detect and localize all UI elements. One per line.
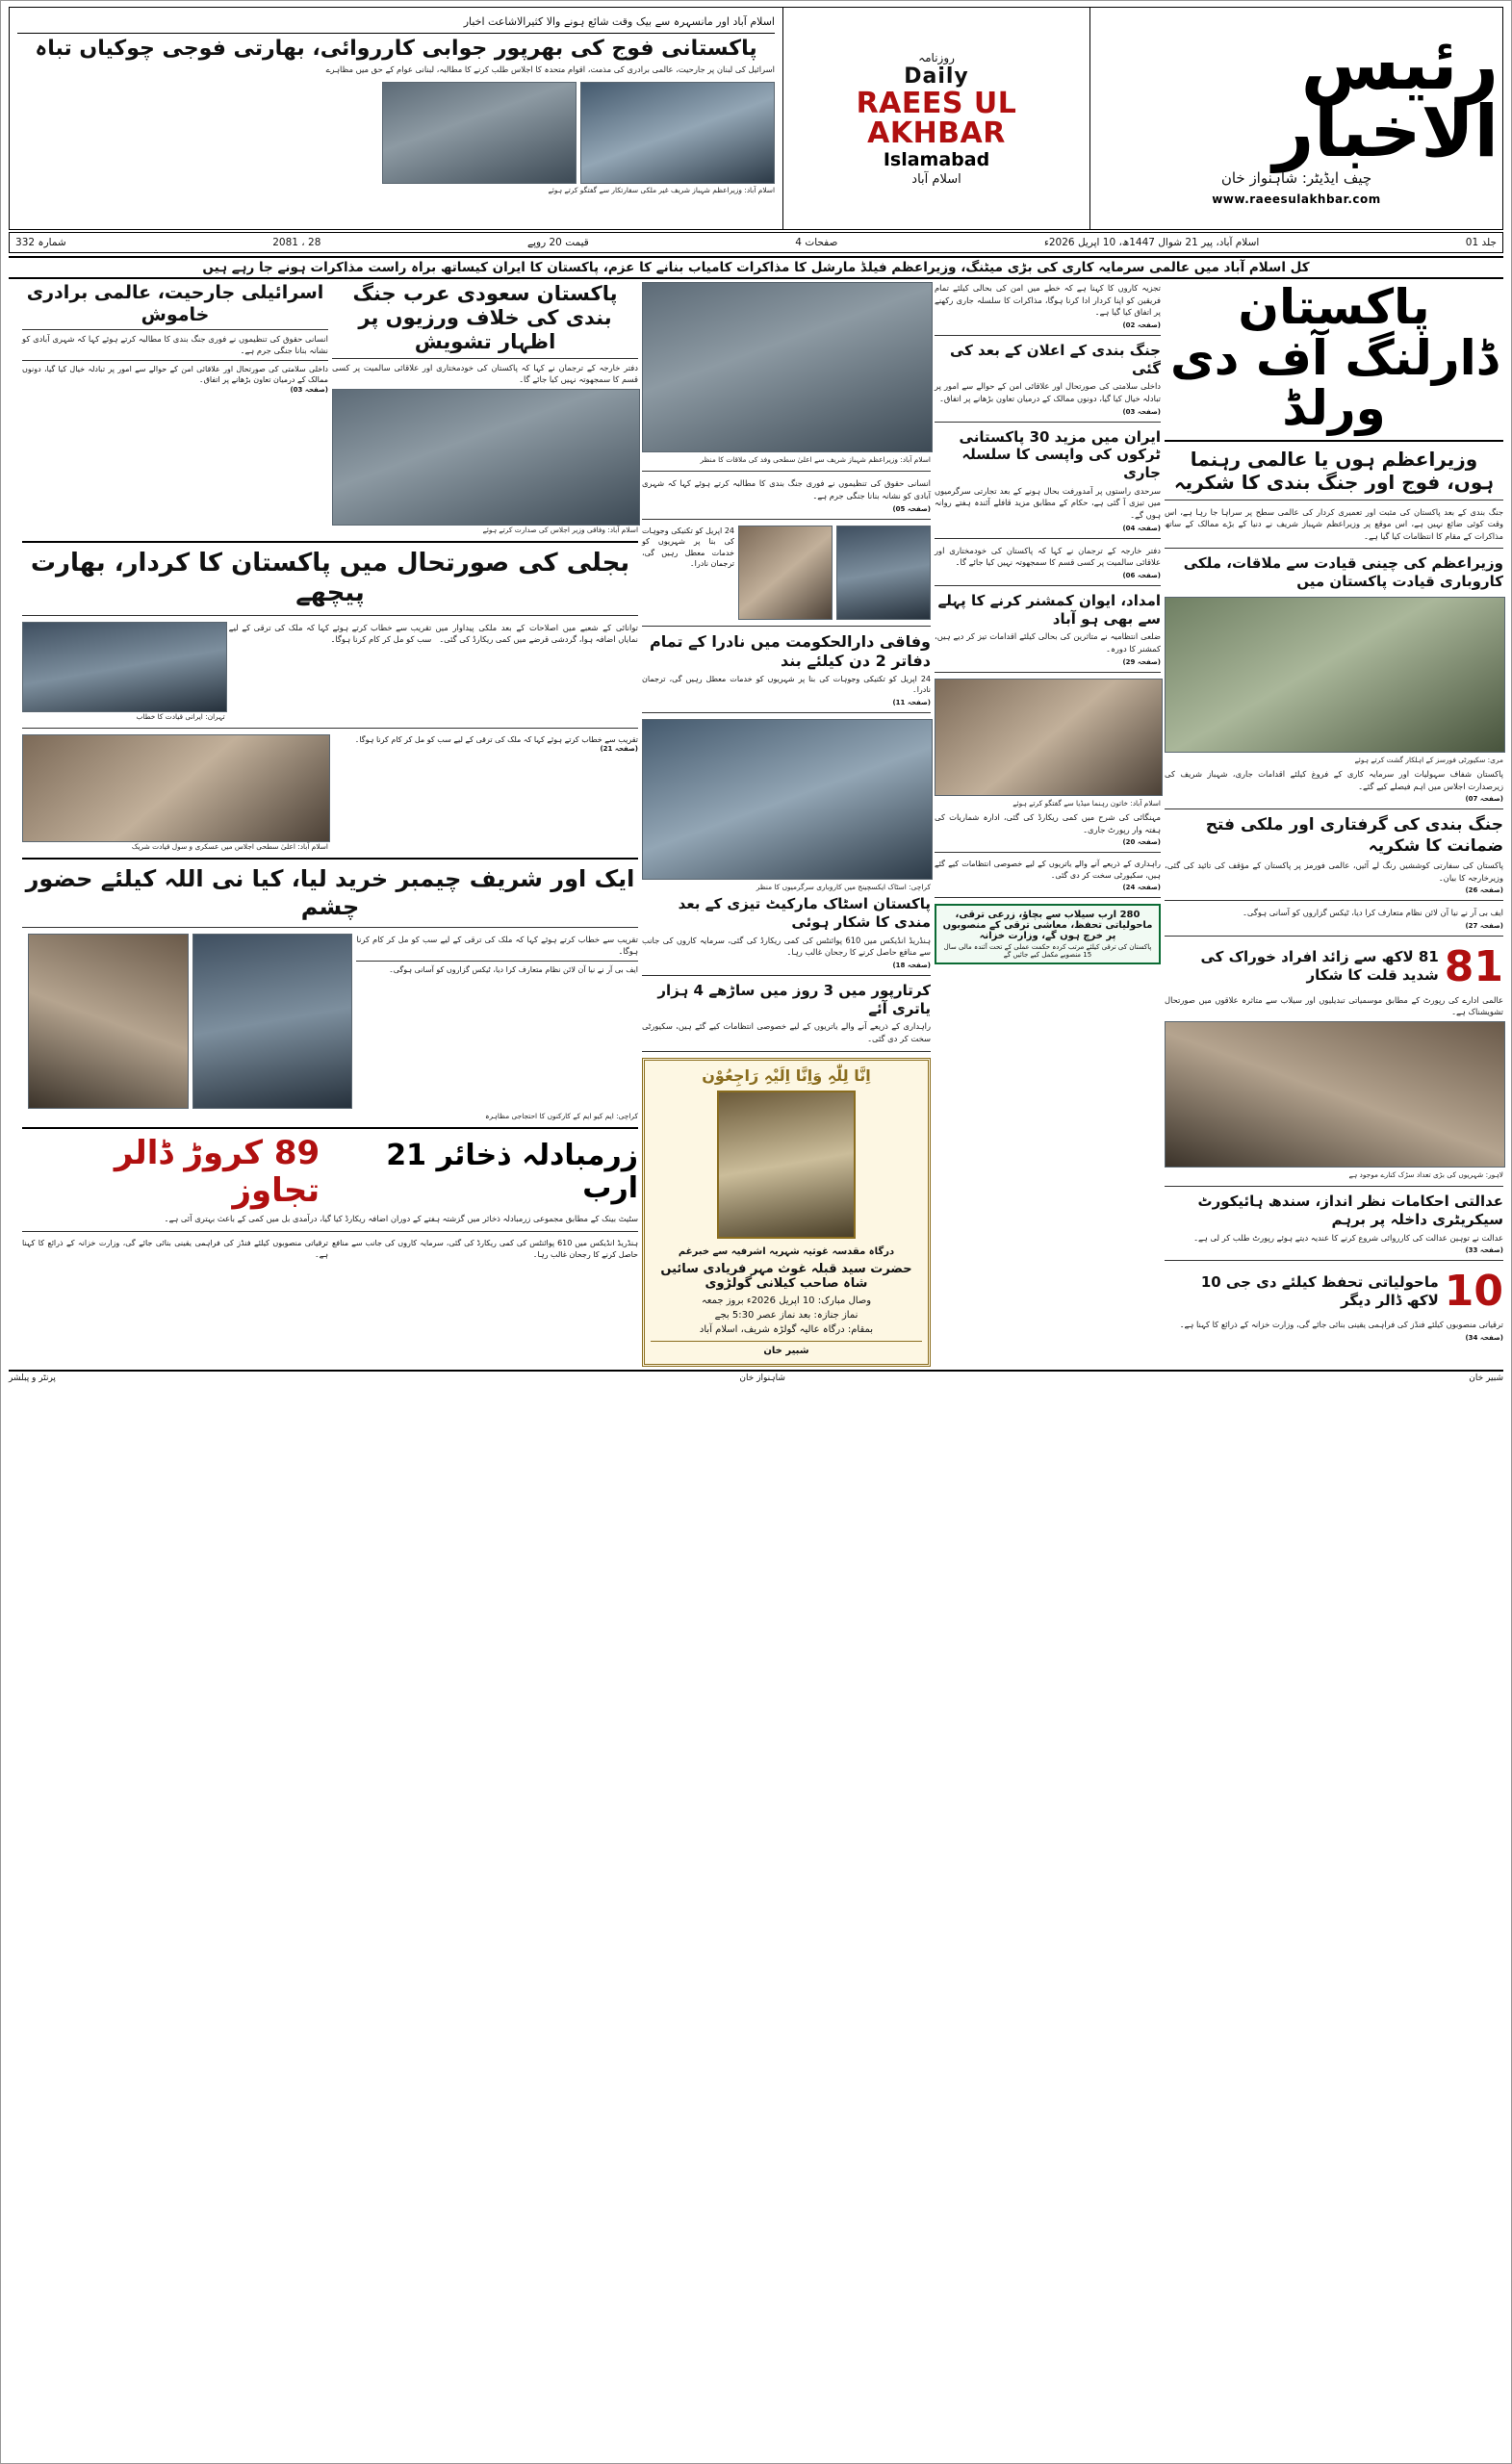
photo-security-forces <box>1165 597 1505 753</box>
story-s2-tag: (صفحہ 03) <box>290 386 328 394</box>
issue-info-bar <box>9 232 1503 253</box>
photo-iran-caption: تہران: ایرانی قیادت کا خطاب <box>136 711 225 721</box>
footer-left: شبیر خان <box>1469 1373 1503 1383</box>
footer-center: شاہنواز خان <box>739 1373 785 1383</box>
masthead-photo-row <box>17 82 775 184</box>
story-s10-body: راہداری کے ذریعے آنے والے یاتریوں کے لیے خصوصی انتظامات کیے گئے ہیں، سکیورٹی سخت کر دی گئی۔ <box>642 1021 931 1043</box>
story-s6-headline: اسرائیلی جارحیت، عالمی برادری خاموش <box>26 282 324 325</box>
obituary-title: درگاہ مقدسہ غوثیہ شہریہ اشرفیہ سے خبرغم <box>678 1245 895 1257</box>
photo-minister <box>22 734 330 842</box>
column-center-right <box>935 282 1161 1367</box>
story-s3-body: سرحدی راستوں پر آمدورفت بحال ہونے کے بعد تجارتی سرگرمیوں میں تیزی آ گئی ہے، حکام کے مطابق مزید قافلے آئندہ ہفتے روانہ ہوں گے۔ <box>935 485 1161 521</box>
story-s18-body: ضلعی انتظامیہ نے متاثرین کی بحالی کیلئے اقدامات تیز کر دیے ہیں، کمشنر کا دورہ۔ <box>935 631 1161 654</box>
footer-right: پرنٹر و پبلشر <box>9 1373 56 1383</box>
masthead-title-urdu: رئیس الاخبار <box>1272 22 1499 173</box>
story-s3-tag: (صفحہ 04) <box>1122 524 1161 532</box>
masthead-side-text: اسرائیل کی لبنان پر جارحیت، عالمی برادری کی مذمت، اقوام متحدہ کا اجلاس طلب کرنے کا مطالبہ، لبنانی عوام کے حق میں مظاہرے <box>325 64 775 74</box>
issue-pages: صفحات 4 <box>795 237 838 248</box>
story-s8-body-a: توانائی کے شعبے میں اصلاحات کے بعد ملکی پیداوار میں نمایاں اضافہ ہوا، گردشی قرضے میں کمی ریکارڈ کی گئی۔ <box>435 622 638 645</box>
photo-stock-caption: کراچی: اسٹاک ایکسچینج میں کاروباری سرگرمیوں کا منظر <box>756 882 931 891</box>
masthead-editor-label <box>1221 169 1371 187</box>
story-s11-tag: (صفحہ 33) <box>1465 1246 1503 1255</box>
story-s13-headline: ماحولیاتی تحفظ کیلئے دی جی 10 لاکھ ڈالر دیگر <box>1200 1273 1439 1309</box>
photo-pm-meeting <box>642 282 933 452</box>
masthead-logo <box>1089 8 1502 229</box>
obituary-name: حضرت سید قبلہ غوث مہر فریادی سائیں شاہ صاحب کیلانی گولڑوی <box>660 1261 912 1291</box>
money-col-b: ترقیاتی منصوبوں کیلئے فنڈز کی فراہمی یقینی بنائی جائے گی، وزارت خزانہ کے ذرائع کا کہنا ہے۔ <box>22 1238 328 1259</box>
lead-secondary-body: تجزیہ کاروں کا کہنا ہے کہ خطے میں امن کی بحالی کیلئے تمام فریقین کو اپنا کردار ادا کرنا ہوگا، مذاکرات کا سلسلہ جاری رکھنے پر اتفاق کیا گیا ہے۔ <box>935 283 1161 318</box>
money-banner-left: 89 کروڑ ڈالر تجاوز <box>114 1134 320 1211</box>
photo-senator <box>738 526 833 620</box>
money-banner-body: سٹیٹ بینک کے مطابق مجموعی زرمبادلہ ذخائر میں گزشتہ ہفتے کے دوران اضافہ ریکارڈ کیا گیا، درآمدی بل میں کمی کے باعث بہتری آئی ہے۔ <box>164 1214 638 1224</box>
story-s8-body-b: تقریب سے خطاب کرتے ہوئے کہا کہ ملک کی ترقی کے لیے سب کو مل کر کام کرنا ہوگا۔ <box>228 622 432 645</box>
story-s8-headline: بجلی کی صورتحال میں پاکستان کا کردار، بھارت پیچھے <box>30 549 630 608</box>
story-s13-tag: (صفحہ 34) <box>1465 1334 1503 1343</box>
story-s13-body: ترقیاتی منصوبوں کیلئے فنڈز کی فراہمی یقینی بنائی جائے گی، وزارت خزانہ کے ذرائع کا کہنا ہے۔ <box>1179 1320 1503 1330</box>
masthead-side-headline: پاکستانی فوج کی بھرپور جوابی کارروائی، بھارتی فوجی چوکیاں تباہ <box>35 36 757 61</box>
lead-subhead: وزیراعظم ہوں یا عالمی رہنما ہوں، فوج اور جنگ بندی کا شکریہ <box>1173 447 1495 494</box>
story-s15-tag: (صفحہ 21) <box>600 745 638 754</box>
issue-date: اسلام آباد، پیر 21 شوال 1447ھ، 10 اپریل 2026ء <box>1043 237 1260 248</box>
editor-label-text: چیف ایڈیٹر: <box>1301 169 1372 188</box>
issue-price: قیمت 20 روپے <box>526 237 589 248</box>
story-s12-body: عالمی ادارے کی رپورٹ کے مطابق موسمیاتی تبدیلیوں اور سیلاب سے متاثرہ علاقوں میں صورتحال تشویشناک ہے۔ <box>1165 994 1503 1017</box>
masthead-name-english: RAEES UL AKHBAR <box>856 86 1017 150</box>
story-s16-headline: وفاقی دارالحکومت میں نادرا کے تمام دفاتر 2 دن کیلئے بند <box>650 631 931 670</box>
photo-protest-caption: کراچی: ایم کیو ایم کے کارکنوں کا احتجاجی مظاہرہ <box>485 1111 638 1120</box>
story-s6-body: انسانی حقوق کی تنظیموں نے فوری جنگ بندی کا مطالبہ کرتے ہوئے کہا کہ شہری آبادی کو نشانہ بنانا جنگی جرم ہے۔ <box>642 478 931 500</box>
masthead-website[interactable]: www.raeesulakhbar.com <box>1212 192 1381 207</box>
photo-meeting-1 <box>382 82 577 184</box>
photo-pm-caption: اسلام آباد: وزیراعظم شہباز شریف سے اعلیٰ سطحی وفد کی ملاقات کا منظر <box>700 455 931 464</box>
column-left <box>22 282 638 1367</box>
story-s16-body: 24 اپریل کو تکنیکی وجوہات کی بنا پر شہریوں کو خدمات معطل رہیں گی، ترجمان نادرا۔ <box>642 526 734 569</box>
story-s14-body: مہنگائی کی شرح میں کمی ریکارڈ کی گئی، ادارہ شماریات کی ہفتہ وار رپورٹ جاری۔ <box>935 811 1161 834</box>
story-s16-body-2: 24 اپریل کو تکنیکی وجوہات کی بنا پر شہریوں کو خدمات معطل رہیں گی، ترجمان نادرا۔ <box>642 674 931 695</box>
story-s15-body: تقریب سے خطاب کرتے ہوئے کہا کہ ملک کی ترقی کے لیے سب کو مل کر کام کرنا ہوگا۔ <box>354 734 638 744</box>
obituary-line-1: وصال مبارک: 10 اپریل 2026ء بروز جمعہ <box>701 1295 872 1306</box>
story-s6-body-2: انسانی حقوق کی تنظیموں نے فوری جنگ بندی کا مطالبہ کرتے ہوئے کہا کہ شہری آبادی کو نشانہ بنانا جنگی جرم ہے۔ <box>22 333 328 356</box>
masthead-left-block <box>10 8 782 229</box>
photo-woman-leader <box>935 679 1163 796</box>
editor-name-text: شاہنواز خان <box>1220 169 1298 188</box>
story-s4-headline: وزیراعظم کی چینی قیادت سے ملاقات، ملکی کاروباری قیادت پاکستان میں <box>1183 554 1503 591</box>
story-s7-headline: جنگ بندی کی گرفتاری اور ملکی فتح ضمانت کا شکریہ <box>1205 815 1503 856</box>
photo-cleric <box>836 526 931 620</box>
photo-rally <box>28 934 189 1109</box>
story-s5-body: دفتر خارجہ کے ترجمان نے کہا کہ پاکستان کی خودمختاری اور علاقائی سالمیت پر کسی قسم کا سمجھوتہ نہیں کیا جائے گا۔ <box>935 545 1161 568</box>
lead-body: جنگ بندی کے بعد پاکستان کی مثبت اور تعمیری کردار کی عالمی سطح پر سراہا جا رہا ہے، اس وقت کوئی ضائع نہیں ہے، اس موقع پر وزیراعظم شہباز شریف نے دنیا کے بڑے ممالک کے ساتھ مذاکرات کے مقام کا انتظامات کیا گیا ہے۔ <box>1165 506 1503 541</box>
story-s7-tag: (صفحہ 26) <box>1465 886 1503 895</box>
masthead-top-strip: اسلام آباد اور مانسہرہ سے بیک وقت شائع ہونے والا کثیرالاشاعت اخبار <box>17 13 775 34</box>
obituary-line-2: نماز جنازہ: بعد نماز عصر 5:30 بجے <box>714 1309 859 1321</box>
story-s11-body: عدالت نے توہین عدالت کی کارروائی شروع کرنے کا عندیہ دیتے ہوئے رپورٹ طلب کر لی ہے۔ <box>1193 1232 1503 1243</box>
photo-delegation <box>332 389 640 526</box>
story-s1-tag: (صفحہ 03) <box>1122 407 1161 416</box>
story-s1-body: داخلی سلامتی کی صورتحال اور علاقائی امن کے حوالے سے امور پر تبادلہ خیال کیا گیا، دونوں ممالک کے درمیان تعاون بڑھانے پر اتفاق۔ <box>935 381 1161 403</box>
story-s15-body-2: تقریب سے خطاب کرتے ہوئے کہا کہ ملک کی ترقی کے لیے سب کو مل کر کام کرنا ہوگا۔ <box>356 934 638 957</box>
story-s16-tag: (صفحہ 11) <box>892 698 931 706</box>
page-footer <box>9 1370 1503 1383</box>
photo-stock-exchange <box>642 719 933 880</box>
story-s9-body: ہنڈریڈ انڈیکس میں 610 پوائنٹس کی کمی ریکارڈ کی گئی، سرمایہ کاروں کی جانب سے منافع حاصل کرنے کا رجحان غالب رہا۔ <box>642 935 931 958</box>
story-s13-number: 10 <box>1444 1267 1503 1317</box>
story-s15-headline: ایک اور شریف چیمبر خرید لیا، کیا نی اللہ کیلئے حضور چشم <box>25 865 635 921</box>
photo-iran-leader <box>22 622 227 712</box>
obituary-line-3: بمقام: درگاہ عالیہ گولڑہ شریف، اسلام آباد <box>699 1323 874 1335</box>
issue-volume: جلد 01 <box>1465 237 1497 248</box>
story-s18-tag: (صفحہ 29) <box>1122 657 1161 666</box>
story-s2-body: داخلی سلامتی کی صورتحال اور علاقائی امن کے حوالے سے امور پر تبادلہ خیال کیا گیا، دونوں ممالک کے درمیان تعاون بڑھانے پر اتفاق۔ <box>22 364 328 385</box>
issue-number: شمارہ 332 <box>15 237 66 248</box>
story-s11-headline: عدالتی احکامات نظر انداز، سندھ ہائیکورٹ سیکریٹری داخلہ پر برہم <box>1197 1193 1503 1229</box>
story-s3-headline: ایران میں مزید 30 پاکستانی ٹرکوں کی واپسی کا سلسلہ جاری <box>959 427 1161 482</box>
story-s17-body-2: ایف بی آر نے نیا آن لائن نظام متعارف کرا دیا، ٹیکس گزاروں کو آسانی ہوگی۔ <box>389 965 638 975</box>
story-s5-tag: (صفحہ 06) <box>1122 571 1161 579</box>
money-banner <box>22 1135 638 1210</box>
story-s14-tag: (صفحہ 20) <box>1122 838 1161 847</box>
lead-secondary-tag: (صفحہ 02) <box>1122 321 1161 329</box>
masthead-photo-caption: اسلام آباد: وزیراعظم شہباز شریف غیر ملکی سفارتکار سے گفتگو کرتے ہوئے <box>548 185 775 194</box>
photo-roadside-crowd <box>1165 1021 1505 1168</box>
story-s1-headline: جنگ بندی کے اعلان کے بعد کی گئی <box>949 341 1161 377</box>
photo-security-caption: مری: سکیورٹی فورسز کے اہلکار گشت کرتے ہوئے <box>1354 755 1503 764</box>
promo-headline: 280 ارب سیلاب سے بچاؤ، زرعی ترقی، ماحولیاتی تحفظ، معاشی ترقی کے منصوبوں پر خرچ ہوں گے، وزارت خزانہ <box>942 910 1153 942</box>
photo-delegation-caption: اسلام آباد: وفاقی وزیر اجلاس کی صدارت کرتے ہوئے <box>482 525 638 534</box>
main-grid <box>9 279 1503 1367</box>
column-center <box>642 282 931 1367</box>
masthead-english-block <box>782 8 1089 229</box>
story-s18-headline: امداد، ایوان کمشنر کرنے کا پہلے سے بھی ہو آباد <box>937 591 1161 628</box>
story-s17-body: ایف بی آر نے نیا آن لائن نظام متعارف کرا دیا، ٹیکس گزاروں کو آسانی ہوگی۔ <box>1242 908 1503 918</box>
story-s4-tag: (صفحہ 07) <box>1465 795 1503 804</box>
promo-note: پاکستان کی ترقی کیلئے مرتب کردہ حکمت عملی کے تحت آئندہ مالی سال 15 منصوبے مکمل کیے جائیں گے <box>943 943 1152 960</box>
masthead-city-urdu: اسلام آباد <box>911 171 961 187</box>
story-s6-tag: (صفحہ 05) <box>892 504 931 513</box>
story-s12-headline: 81 لاکھ سے زائد افراد خوراک کی شدید قلت کا شکار <box>1200 948 1439 985</box>
photo-meeting-2 <box>580 82 775 184</box>
masthead <box>9 7 1503 230</box>
story-s17-tag: (صفحہ 27) <box>1465 921 1503 930</box>
top-banner: کل اسلام آباد میں عالمی سرمایہ کاری کی بڑی میٹنگ، وزیراعظم فیلڈ مارشل کا مذاکرات کامیاب بنانے کا عزم، پاکستان کا ایران کیساتھ براہ راست مذاکرات ہونے جا رہے ہیں <box>9 256 1503 279</box>
story-s9-tag: (صفحہ 18) <box>892 961 931 969</box>
masthead-daily-label: Daily <box>904 64 969 89</box>
promo-box <box>935 904 1161 964</box>
money-banner-right: زرمبادلہ ذخائر 21 ارب <box>386 1138 638 1206</box>
photo-protest <box>192 934 353 1109</box>
story-s10-tag: (صفحہ 24) <box>1122 884 1161 892</box>
obituary-notice <box>642 1058 931 1367</box>
story-s10-body-small: راہداری کے ذریعے آنے والے یاتریوں کے لیے خصوصی انتظامات کیے گئے ہیں، سکیورٹی سخت کر دی گئی۔ <box>935 860 1161 880</box>
photo-woman-caption: اسلام آباد: خاتون رہنما میڈیا سے گفتگو کرتے ہوئے <box>1012 798 1161 808</box>
photo-minister-caption: اسلام آباد: اعلیٰ سطحی اجلاس میں عسکری و سول قیادت شریک <box>131 841 328 851</box>
story-s5-headline: پاکستان سعودی عرب جنگ بندی کی خلاف ورزیوں پر اظہار تشویش <box>352 282 618 354</box>
photo-roadside-caption: لاہور: شہریوں کی بڑی تعداد سڑک کنارے موجود ہے <box>1348 1169 1503 1179</box>
obituary-footer: شبیر خان <box>651 1341 922 1358</box>
obituary-portrait <box>717 1091 856 1239</box>
masthead-roznama: روزنامہ <box>918 50 955 64</box>
column-right <box>1165 279 1503 1367</box>
story-s9-headline: پاکستان اسٹاک مارکیٹ تیزی کے بعد مندی کا شکار ہوئی <box>678 895 931 931</box>
issue-reg: 28 ، 2081 <box>272 237 321 248</box>
story-s4-body: پاکستان شفاف سہولیات اور سرمایہ کاری کے فروغ کیلئے اقدامات جاری، شہباز شریف کی زیرصدارت اجلاس میں اہم فیصلے کیے گئے۔ <box>1165 769 1503 791</box>
obituary-quran-verse: اِنَّا لِلّٰہِ وَاِنَّا اِلَیْہِ رَاجِعُوْن <box>702 1065 871 1085</box>
story-s12-number: 81 <box>1444 941 1503 991</box>
masthead-city-english: Islamabad <box>883 148 990 170</box>
story-s10-headline: کرتارپور میں 3 روز میں ساڑھے 4 ہزار یاتری آئے <box>657 981 931 1017</box>
story-s7-body: پاکستان کی سفارتی کوششیں رنگ لے آئیں، عالمی فورمز پر پاکستان کے مؤقف کی تائید کی گئی، وزیرخارجہ کا بیان۔ <box>1165 860 1503 883</box>
money-col-a: ہنڈریڈ انڈیکس میں 610 پوائنٹس کی کمی ریکارڈ کی گئی، سرمایہ کاروں کی جانب سے منافع حاصل کرنے کا رجحان غالب رہا۔ <box>332 1238 639 1259</box>
lead-headline: پاکستان ڈارلنگ آف دی ورلڈ <box>1169 279 1499 436</box>
story-s5-body-2: دفتر خارجہ کے ترجمان نے کہا کہ پاکستان کی خودمختاری اور علاقائی سالمیت پر کسی قسم کا سمجھوتہ نہیں کیا جائے گا۔ <box>332 362 638 385</box>
